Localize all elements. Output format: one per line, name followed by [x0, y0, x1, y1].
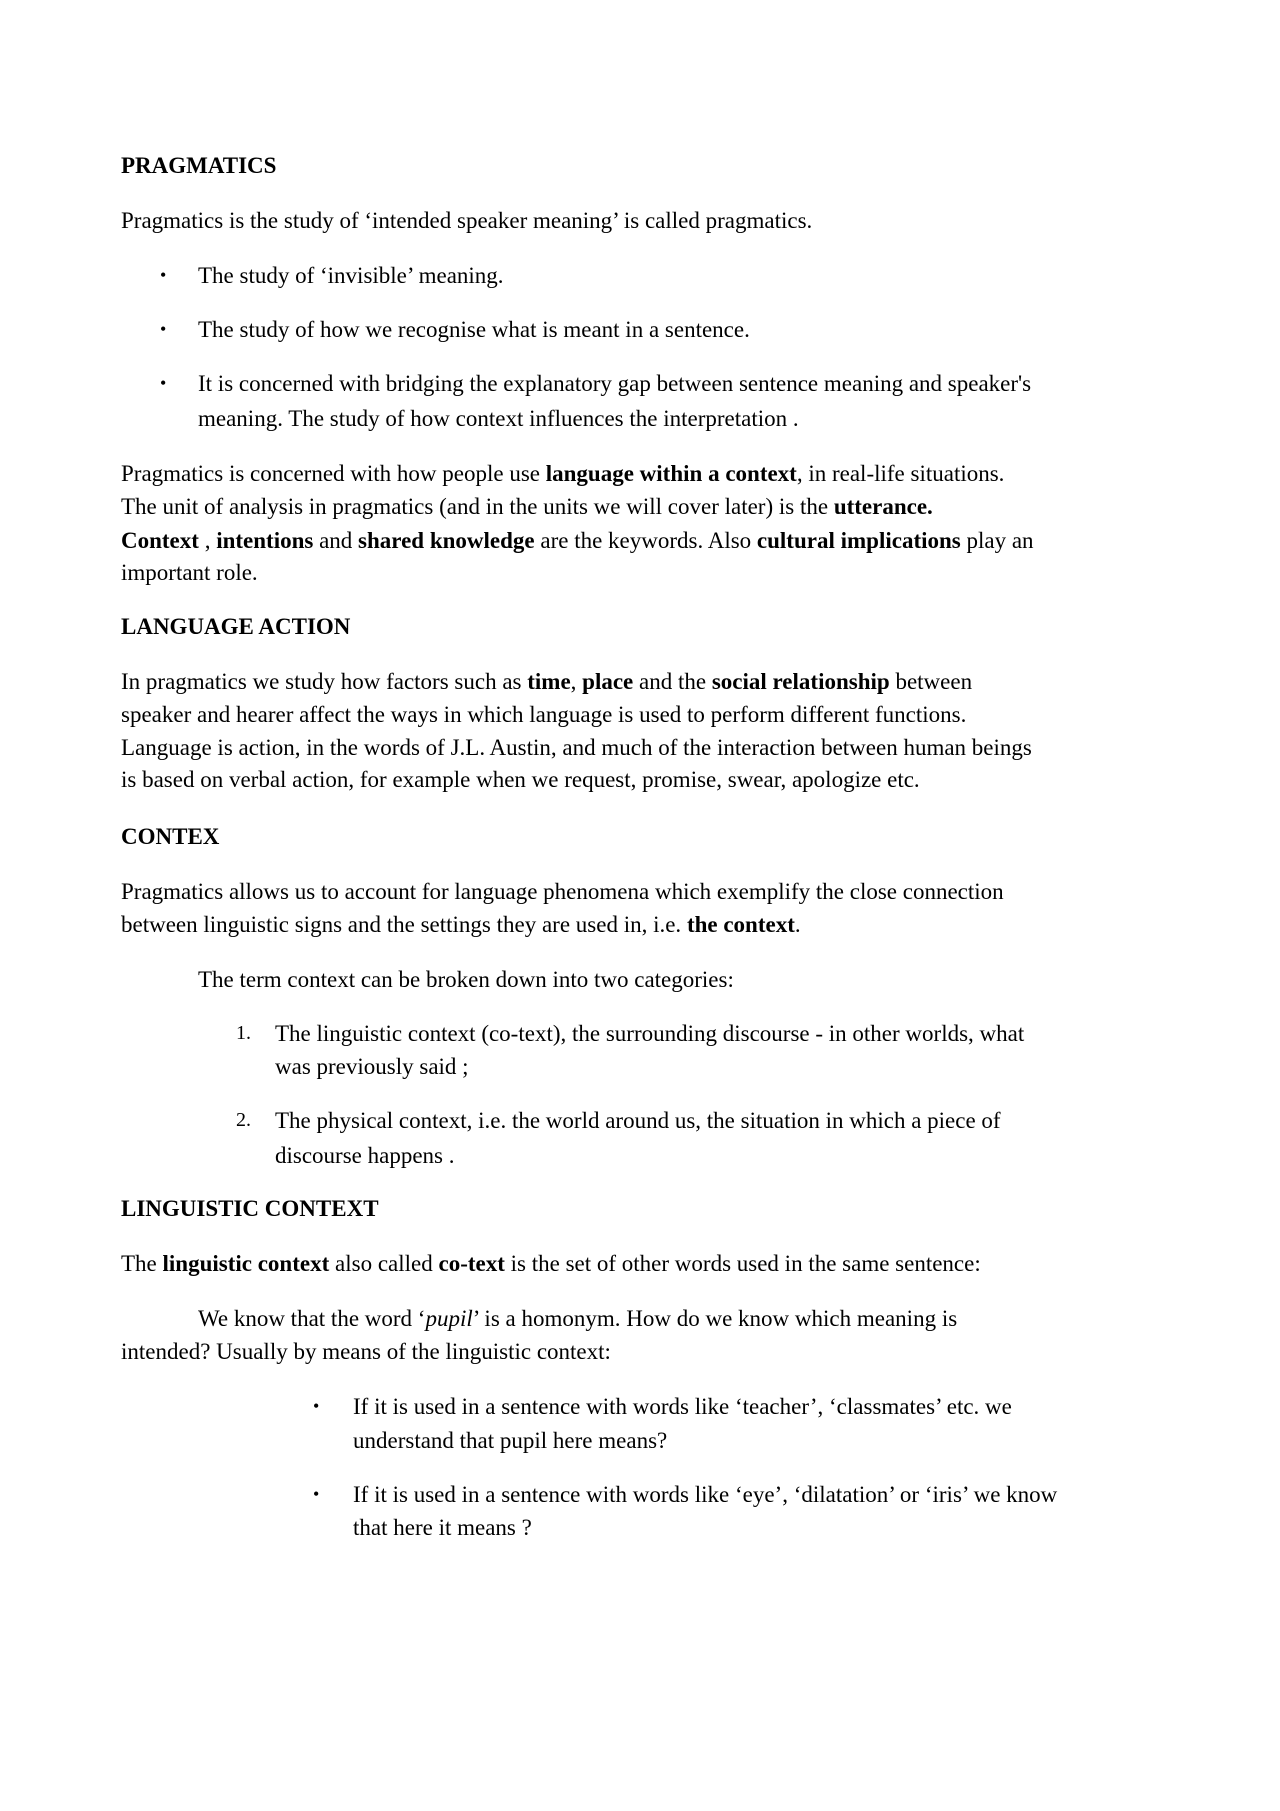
list-number: 1. — [236, 1022, 251, 1044]
paragraph-line: is based on verbal action, for example when we request, promise, swear, apologize etc. — [121, 767, 920, 792]
paragraph-line — [121, 524, 1034, 557]
list-item: If it is used in a sentence with words like ‘teacher’, ‘classmates’ etc. we — [353, 1394, 1012, 1419]
bold-text: social relationship — [711, 669, 890, 694]
list-number: 2. — [236, 1109, 251, 1131]
paragraph-line — [121, 665, 972, 698]
list-item-continuation: was previously said ; — [275, 1054, 469, 1079]
bullet-marker: • — [160, 265, 167, 285]
italic-text: pupil — [425, 1306, 473, 1331]
list-item: The study of ‘invisible’ meaning. — [198, 263, 504, 288]
bold-text: linguistic context — [162, 1251, 330, 1276]
text: and the — [633, 669, 712, 694]
heading-pragmatics: PRAGMATICS — [121, 153, 277, 178]
bold-text: language within a context — [545, 461, 797, 486]
bold-text: intentions — [216, 528, 314, 553]
paragraph-line — [121, 490, 933, 523]
paragraph-line: speaker and hearer affect the ways in which language is used to perform different functions. — [121, 702, 967, 727]
pragmatics-intro: Pragmatics is the study of ‘intended speaker meaning’ is called pragmatics. — [121, 208, 813, 233]
text: Pragmatics is concerned with how people use — [121, 461, 546, 486]
list-item-continuation: that here it means ? — [353, 1515, 532, 1540]
text: , in real-life situations. — [796, 461, 1005, 486]
bold-text: Context — [121, 528, 199, 553]
bold-text: the context — [686, 912, 795, 937]
bullet-marker: • — [313, 1484, 320, 1504]
heading-linguistic-context: LINGUISTIC CONTEXT — [121, 1196, 379, 1221]
bold-text: co-text — [438, 1251, 505, 1276]
text: between linguistic signs and the settings they are used in, i.e. — [121, 912, 687, 937]
list-item: The physical context, i.e. the world around us, the situation in which a piece of — [275, 1108, 1001, 1133]
list-item: It is concerned with bridging the explanatory gap between sentence meaning and speaker's — [198, 371, 1032, 396]
paragraph-line: important role. — [121, 560, 258, 585]
bold-text: shared knowledge — [358, 528, 535, 553]
paragraph-line — [198, 1302, 957, 1335]
paragraph-line: Pragmatics allows us to account for language phenomena which exemplify the close connection — [121, 879, 1004, 904]
text: , — [198, 528, 217, 553]
list-item-continuation: discourse happens . — [275, 1143, 455, 1168]
list-item-continuation: meaning. The study of how context influences the interpretation . — [198, 406, 799, 431]
bullet-marker: • — [160, 373, 167, 393]
paragraph-line: intended? Usually by means of the linguistic context: — [121, 1339, 611, 1364]
text: and — [313, 528, 359, 553]
list-item: The study of how we recognise what is meant in a sentence. — [198, 317, 750, 342]
text: . — [794, 912, 801, 937]
paragraph-line: Language is action, in the words of J.L. Austin, and much of the interaction between human beings — [121, 735, 1032, 760]
text: The — [121, 1251, 163, 1276]
paragraph-line — [121, 457, 1004, 490]
heading-contex: CONTEX — [121, 824, 220, 849]
text: , — [570, 669, 583, 694]
bold-text: cultural implications — [756, 528, 961, 553]
paragraph-line — [121, 908, 801, 941]
text: are the keywords. Also — [534, 528, 757, 553]
text: is the set of other words used in the same sentence: — [504, 1251, 981, 1276]
text: In pragmatics we study how factors such as — [121, 669, 528, 694]
text: The unit of analysis in pragmatics (and in the units we will cover later) is the — [121, 494, 834, 519]
text: We know that the word ‘ — [198, 1306, 426, 1331]
list-item-continuation: understand that pupil here means? — [353, 1428, 668, 1453]
list-item: The linguistic context (co-text), the surrounding discourse - in other worlds, what — [275, 1021, 1025, 1046]
text: also called — [329, 1251, 439, 1276]
bold-text: time — [527, 669, 571, 694]
list-item: If it is used in a sentence with words like ‘eye’, ‘dilatation’ or ‘iris’ we know — [353, 1482, 1058, 1507]
paragraph-line — [121, 1247, 981, 1280]
bold-text: utterance. — [833, 494, 933, 519]
bold-text: place — [582, 669, 634, 694]
paragraph-line: The term context can be broken down into two categories: — [198, 967, 734, 992]
text: play an — [960, 528, 1034, 553]
bullet-marker: • — [313, 1396, 320, 1416]
heading-language-action: LANGUAGE ACTION — [121, 614, 351, 639]
text: ’ is a homonym. How do we know which meaning is — [472, 1306, 958, 1331]
bullet-marker: • — [160, 319, 167, 339]
text: between — [889, 669, 973, 694]
